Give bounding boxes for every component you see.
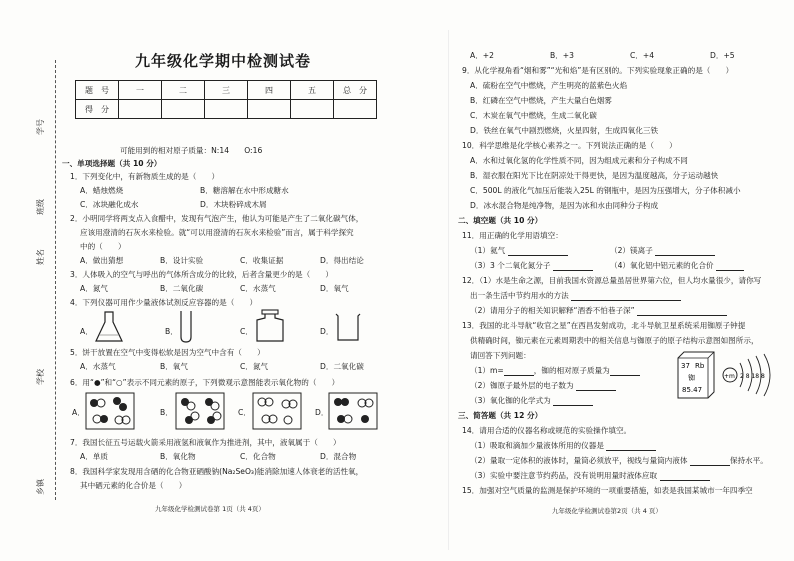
atom-shells-label: 2 8 18 8 [740, 373, 765, 380]
option-d: D． [320, 327, 334, 336]
question-text: 14．请用合适的仪器名称或规范的实验操作填空。 [462, 426, 632, 435]
beaker-icon [333, 312, 363, 342]
answer-blank[interactable] [610, 367, 640, 376]
element-name: 铷 [688, 374, 695, 382]
section-heading: 三、简答题（共 12 分） [458, 411, 543, 420]
option-b: B．氧气 [160, 362, 188, 371]
option-c: C．收集证据 [240, 256, 284, 265]
answer-blank[interactable] [508, 247, 568, 256]
question-text: 应该用澄清的石灰水来检验。就“可以用澄清的石灰水来检验”而言，属于科学探究 [80, 228, 354, 237]
question-text [470, 441, 656, 451]
score-cell: 得 分 [76, 100, 119, 119]
option-d: D． [315, 408, 329, 417]
question-text: 15．加强对空气质量的监测是保护环境的一项重要措施，如表是我国某城市一年四季空 [462, 486, 753, 495]
molecule-diagram-c-icon [252, 392, 302, 430]
option-a: A．蜡烛燃烧 [80, 186, 124, 195]
option-b: B． [160, 408, 173, 417]
option-d: D．氧气 [320, 284, 349, 293]
question-text: 其中硒元素的化合价是（ ） [80, 481, 187, 490]
question-text: （1）吸取和滴加少量液体所用的仪器是 [470, 441, 604, 450]
sidebar-label-student-id: 学号 [36, 119, 45, 135]
option-b: B．湿衣服在阳光下比在阴凉处干得更快，是因为温度越高，分子运动越快 [470, 171, 719, 180]
option-d: D．+5 [710, 51, 735, 60]
page-divider [448, 30, 449, 550]
question-text: 11．用正确的化学用语填空： [462, 231, 563, 240]
question-text: （4）氧化铝中铝元素的化合价 [610, 261, 714, 270]
option-a: A．水蒸气 [80, 362, 116, 371]
question-text: （3）实验中要注意节约药品，没有说明用量时液体应取 [470, 471, 658, 480]
score-cell[interactable] [334, 100, 377, 119]
answer-blank[interactable] [660, 472, 710, 481]
score-cell: 五 [291, 81, 334, 100]
periodic-element-card [676, 350, 716, 400]
score-table [75, 80, 377, 119]
question-text: 10．科学思维是化学核心素养之一。下列说法正确的是（ ） [462, 141, 677, 150]
question-text [610, 246, 715, 256]
option-a: A． [72, 408, 85, 417]
answer-blank[interactable] [690, 457, 730, 466]
question-text: 3．人体吸入的空气与呼出的气体所含成分的比较，后者含量更少的是（ ） [70, 270, 334, 279]
question-text [470, 306, 727, 316]
element-number: 37 [681, 362, 690, 370]
sidebar-label-school: 学校 [36, 369, 45, 385]
question-text [470, 381, 616, 391]
answer-blank[interactable] [571, 292, 681, 301]
page-title: 九年级化学期中检测试卷 [135, 52, 312, 70]
option-a: A．水和过氧化氢的化学性质不同，因为组成元素和分子构成不同 [470, 156, 688, 165]
question-text: 1．下列变化中，有新物质生成的是（ ） [70, 172, 220, 181]
question-text: 供精确时间，铷元素在元素周期表中的相关信息与铷原子的原子结构示意图如图所示， [470, 336, 759, 345]
question-text: 保持水平。 [729, 456, 768, 465]
question-text: （2）镁离子 [610, 246, 653, 255]
question-text [470, 396, 593, 406]
atom-structure-diagram [720, 350, 786, 400]
footer-page-number: 九年级化学检测试卷第 1页（共 4页） [155, 505, 265, 513]
option-d: D．木块粉碎成木屑 [200, 200, 267, 209]
answer-blank[interactable] [576, 382, 616, 391]
question-text: 出一条生活中节约用水的方法 [470, 291, 569, 300]
element-symbol: Rb [695, 362, 705, 370]
question-text: （3）3 个二氧化氮分子 [470, 261, 551, 270]
question-text [470, 291, 681, 301]
section-heading: 二、填空题（共 10 分） [458, 216, 543, 225]
option-d: D．冰水混合物是纯净物，是因为冰和水由同种分子构成 [470, 201, 659, 210]
score-cell: 四 [248, 81, 291, 100]
option-c: C． [238, 408, 251, 417]
answer-blank[interactable] [637, 307, 727, 316]
test-tube-icon [178, 310, 194, 344]
option-c: C．水蒸气 [240, 284, 276, 293]
score-cell: 总 分 [334, 81, 377, 100]
atom-nucleus-label: +m [724, 373, 735, 380]
option-b: B．二氧化碳 [160, 284, 204, 293]
question-text: （2）铷原子最外层的电子数为 [470, 381, 574, 390]
question-text: 中的（ ） [80, 242, 126, 251]
question-text: 9．从化学视角看“烟和雾”“光和焰”是有区别的。下列实验现象正确的是（ ） [462, 66, 734, 75]
question-text: （1）m= [470, 366, 504, 375]
question-text: （3）氧化铷的化学式为 [470, 396, 551, 405]
sidebar-label-name: 姓名 [36, 249, 45, 265]
score-cell[interactable] [205, 100, 248, 119]
question-text [470, 261, 593, 271]
sidebar-label-class: 班级 [36, 199, 45, 215]
conical-flask-icon [92, 310, 126, 344]
question-text: 4．下列仪器可用作少量液体试剂反应容器的是（ ） [70, 298, 258, 307]
question-text: （1）氦气 [470, 246, 506, 255]
question-text: 请回答下列问题： [470, 351, 531, 360]
question-text: ，铷的相对原子质量为 [533, 366, 610, 375]
answer-blank[interactable] [655, 247, 715, 256]
score-cell: 二 [162, 81, 205, 100]
score-cell: 一 [119, 81, 162, 100]
option-d: D．二氧化碳 [320, 362, 364, 371]
atomic-mass-note: 可能用到的相对原子质量：N:14 O:16 [120, 146, 263, 155]
option-d: D．混合物 [320, 452, 357, 461]
question-text [470, 246, 568, 256]
footer-page-number: 九年级化学检测试卷第2页（共 4 页） [552, 507, 662, 515]
answer-blank[interactable] [553, 262, 593, 271]
option-c: C．木炭在氧气中燃烧，生成二氧化碳 [470, 111, 597, 120]
sidebar-label-town: 乡镇 [36, 479, 45, 495]
option-b: B．+3 [550, 51, 574, 60]
option-b: B．红磷在空气中燃烧，产生大量白色烟雾 [470, 96, 612, 105]
answer-blank[interactable] [606, 442, 656, 451]
option-d: D．得出结论 [320, 256, 364, 265]
score-cell: 三 [205, 81, 248, 100]
question-text [470, 366, 640, 376]
question-text: 8．我国科学家发现用含硒的化合物亚硒酸钠(Na₂SeO₃)能消除加速人体衰老的活性氧， [70, 467, 364, 476]
question-text: 5．饼干放置在空气中变得松软是因为空气中含有（ ） [70, 348, 265, 357]
option-b: B．糖溶解在水中形成糖水 [200, 186, 289, 195]
question-text [470, 456, 768, 466]
molecule-diagram-b-icon [175, 392, 225, 430]
answer-blank[interactable] [553, 397, 593, 406]
option-c: C．冰块融化成水 [80, 200, 139, 209]
option-c: C． [240, 327, 253, 336]
option-a: A．氮气 [80, 284, 108, 293]
question-text: 13．我国的北斗导航“收官之星”在西昌发射成功，北斗导航卫星系统采用铷原子钟提 [462, 321, 746, 330]
element-mass: 85.47 [682, 386, 703, 394]
score-cell[interactable] [248, 100, 291, 119]
question-text: （2）请用分子的相关知识解释“酒香不怕巷子深” [470, 306, 635, 315]
option-b: B． [165, 327, 178, 336]
question-text [610, 261, 744, 271]
question-text: 2．小明同学将两支点入食醋中，发现有气泡产生，他认为可能是产生了二氧化碳气体， [70, 214, 364, 223]
option-a: A． [80, 327, 93, 336]
option-c: C．+4 [630, 51, 655, 60]
binding-line [55, 60, 56, 500]
score-cell: 题 号 [76, 81, 119, 100]
section-heading: 一、单项选择题（共 10 分） [62, 159, 162, 168]
score-cell[interactable] [162, 100, 205, 119]
answer-blank[interactable] [504, 367, 534, 376]
option-b: B．氧化物 [160, 452, 196, 461]
option-a: A．做出猜想 [80, 256, 124, 265]
option-c: C．氮气 [240, 362, 269, 371]
score-cell[interactable] [291, 100, 334, 119]
score-cell[interactable] [119, 100, 162, 119]
molecule-diagram-a-icon [85, 392, 135, 430]
gas-jar-icon [254, 308, 286, 344]
answer-blank[interactable] [716, 262, 744, 271]
option-a: A．单质 [80, 452, 108, 461]
option-b: B．设计实验 [160, 256, 204, 265]
option-c: C．化合物 [240, 452, 276, 461]
option-a: A．+2 [470, 51, 494, 60]
option-c: C．500L 的液化气加压后能装入25L 的钢瓶中，是因为压强增大，分子体积减小 [470, 186, 741, 195]
question-text: 6．用“●”和“○”表示不同元素的原子，下列微观示意图能表示氧化物的（ ） [70, 378, 340, 387]
question-text [470, 471, 710, 481]
option-d: D．铁丝在氧气中剧烈燃烧，火星四射，生成四氧化三铁 [470, 126, 659, 135]
molecule-diagram-d-icon [328, 392, 378, 430]
question-text: 7．我国长征五号运载火箭采用液氢和液氧作为推进剂，其中，液氧属于（ ） [70, 438, 341, 447]
question-text: （2）量取一定体积的液体时，量筒必须放平，视线与量筒内液体 [470, 456, 688, 465]
question-text: 12．（1）水是生命之源，目前我国水资源总量虽居世界第六位，但人均水量很少，请你写 [462, 276, 762, 285]
option-a: A．硫粉在空气中燃烧，产生明亮的蓝紫色火焰 [470, 81, 628, 90]
